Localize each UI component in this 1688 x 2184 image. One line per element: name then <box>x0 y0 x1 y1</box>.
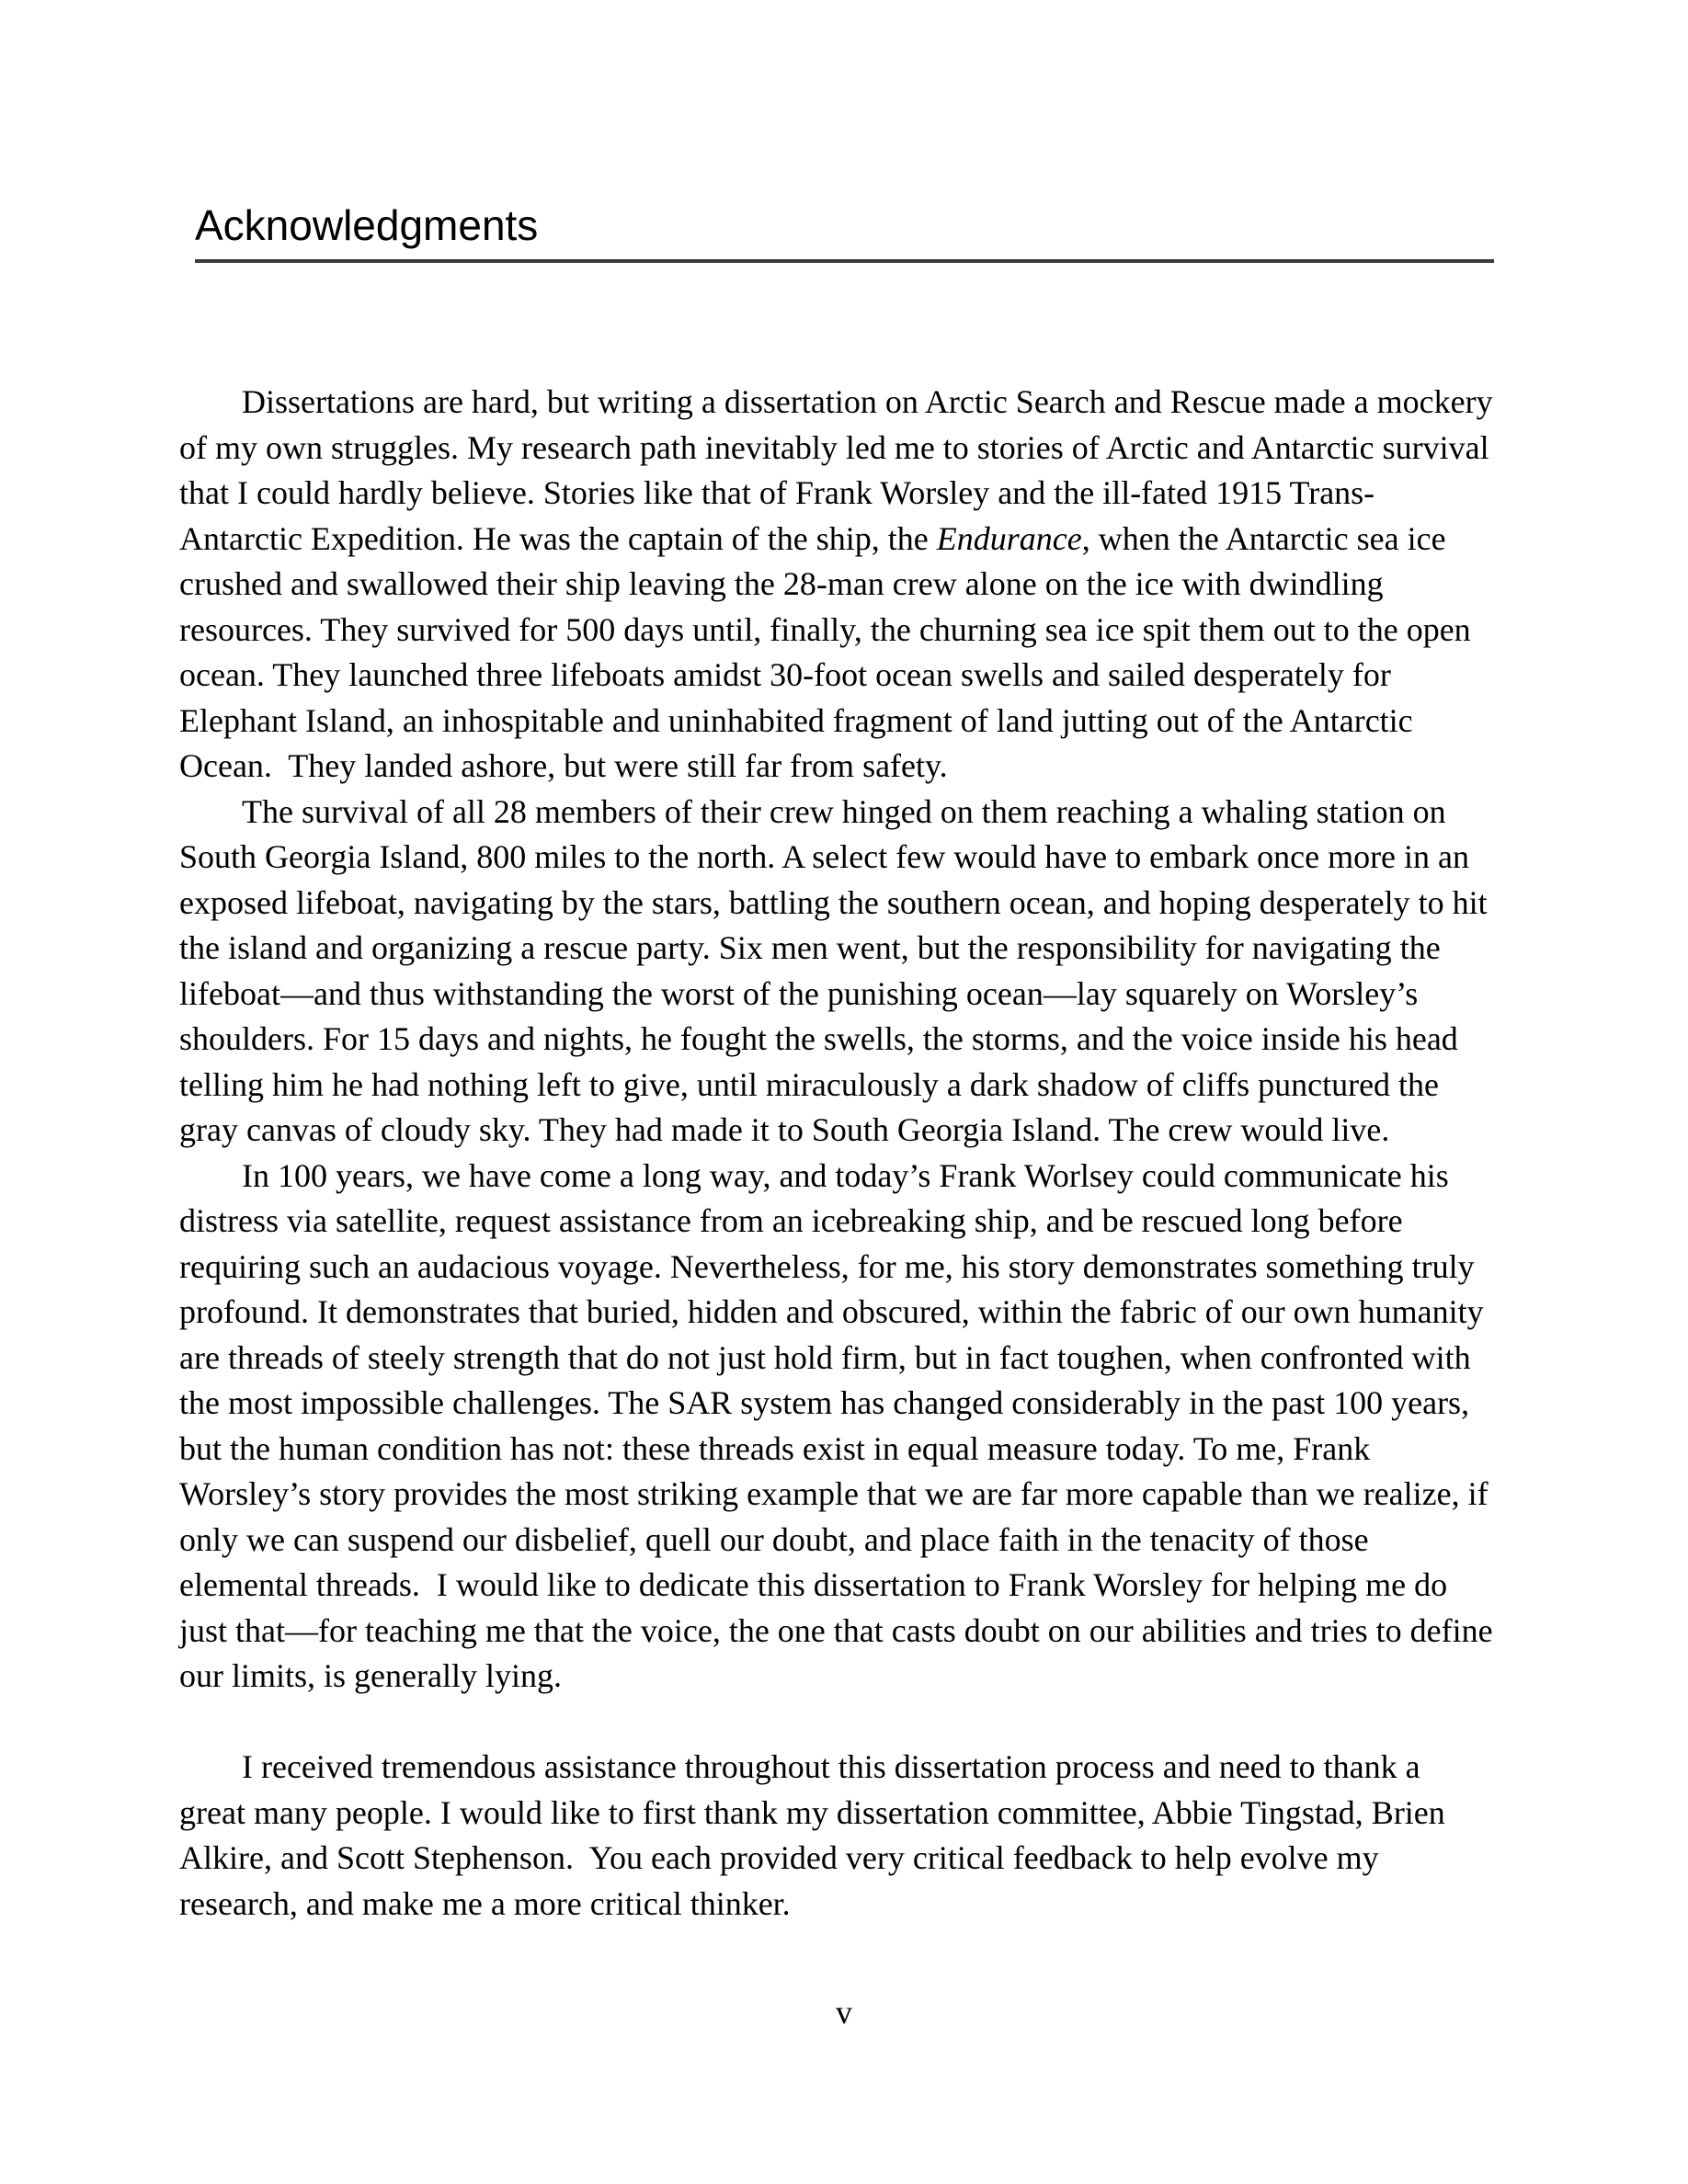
text-segment: I received tremendous assistance throughout this dissertation process and need to thank a great many people. I would like to first thank my dissertation committee, Abbie Tingstad, Brien Alkire, and Scott Stephenson. You each provided very critical feedback to help evolve my research, and make me a more critical thinker. <box>179 1748 1452 1922</box>
text-segment-italic-ship-name: Endurance <box>936 519 1082 557</box>
body-text <box>179 380 1501 1927</box>
text-segment: In 100 years, we have come a long way, and today’s Frank Worlsey could communicate his distress via satellite, request assistance from an icebreaking ship, and be rescued long before requiring such an audacious voyage. Nevertheless, for me, his story demonstrates something truly profound. It demonstrates that buried, hidden and obscured, within the fabric of our own humanity are threads of steely strength that do not just hold firm, but in fact toughen, when confronted with the most impossible challenges. The SAR system has changed considerably in the past 100 years, but the human condition has not: these threads exist in equal measure today. To me, Frank Worsley’s story provides the most striking example that we are far more capable than we realize, if only we can suspend our disbelief, quell our doubt, and place faith in the tenacity of those elemental threads. I would like to dedicate this dissertation to Frank Worsley for helping me do just that—for teaching me that the voice, the one that casts doubt on our abilities and tries to define our limits, is generally lying. <box>179 1156 1501 1694</box>
paragraph-endurance-story <box>179 380 1501 790</box>
paragraph-dedication <box>179 1154 1501 1700</box>
paragraph-crew-survival <box>179 790 1494 1154</box>
text-segment: Dissertations are hard, but writing a dissertation on Arctic Search and Rescue made a mockery of my own struggles. My research path inevitably led me to stories of Arctic and Antarctic survival that I could hardly believe. Stories like that of Frank Worsley and the ill-fated 1915 Trans-Antarctic Expedition. He was the captain of the ship, the <box>179 383 1501 557</box>
text-segment: , when the Antarctic sea ice crushed and swallowed their ship leaving the 28-man crew alone on the ice with dwindling resources. They survived for 500 days until, finally, the churning sea ice spit them out to the open ocean. They launched three lifeboats amidst 30-foot ocean swells and sailed desperately for Elephant Island, an inhospitable and uninhabited fragment of land jutting out of the Antarctic Ocean. They landed ashore, but were still far from safety. <box>179 519 1479 784</box>
page-number: v <box>836 1994 852 2030</box>
text-segment: The survival of all 28 members of their crew hinged on them reaching a whaling station on South Georgia Island, 800 miles to the north. A select few would have to embark once more in an exposed lifeboat, navigating by the stars, battling the southern ocean, and hoping desperately to hit the island and organizing a rescue party. Six men went, but the responsibility for navigating the lifeboat—and thus withstanding the worst of the punishing ocean—lay squarely on Worsley’s shoulders. For 15 days and nights, he fought the swells, the storms, and the voice inside his head telling him he had nothing left to give, until miraculously a dark shadow of cliffs punctured the gray canvas of cloudy sky. They had made it to South Georgia Island. The crew would live. <box>179 792 1496 1148</box>
page-title: Acknowledgments <box>195 201 539 249</box>
heading-rule <box>195 259 1494 263</box>
paragraph-thanks <box>179 1745 1494 1927</box>
